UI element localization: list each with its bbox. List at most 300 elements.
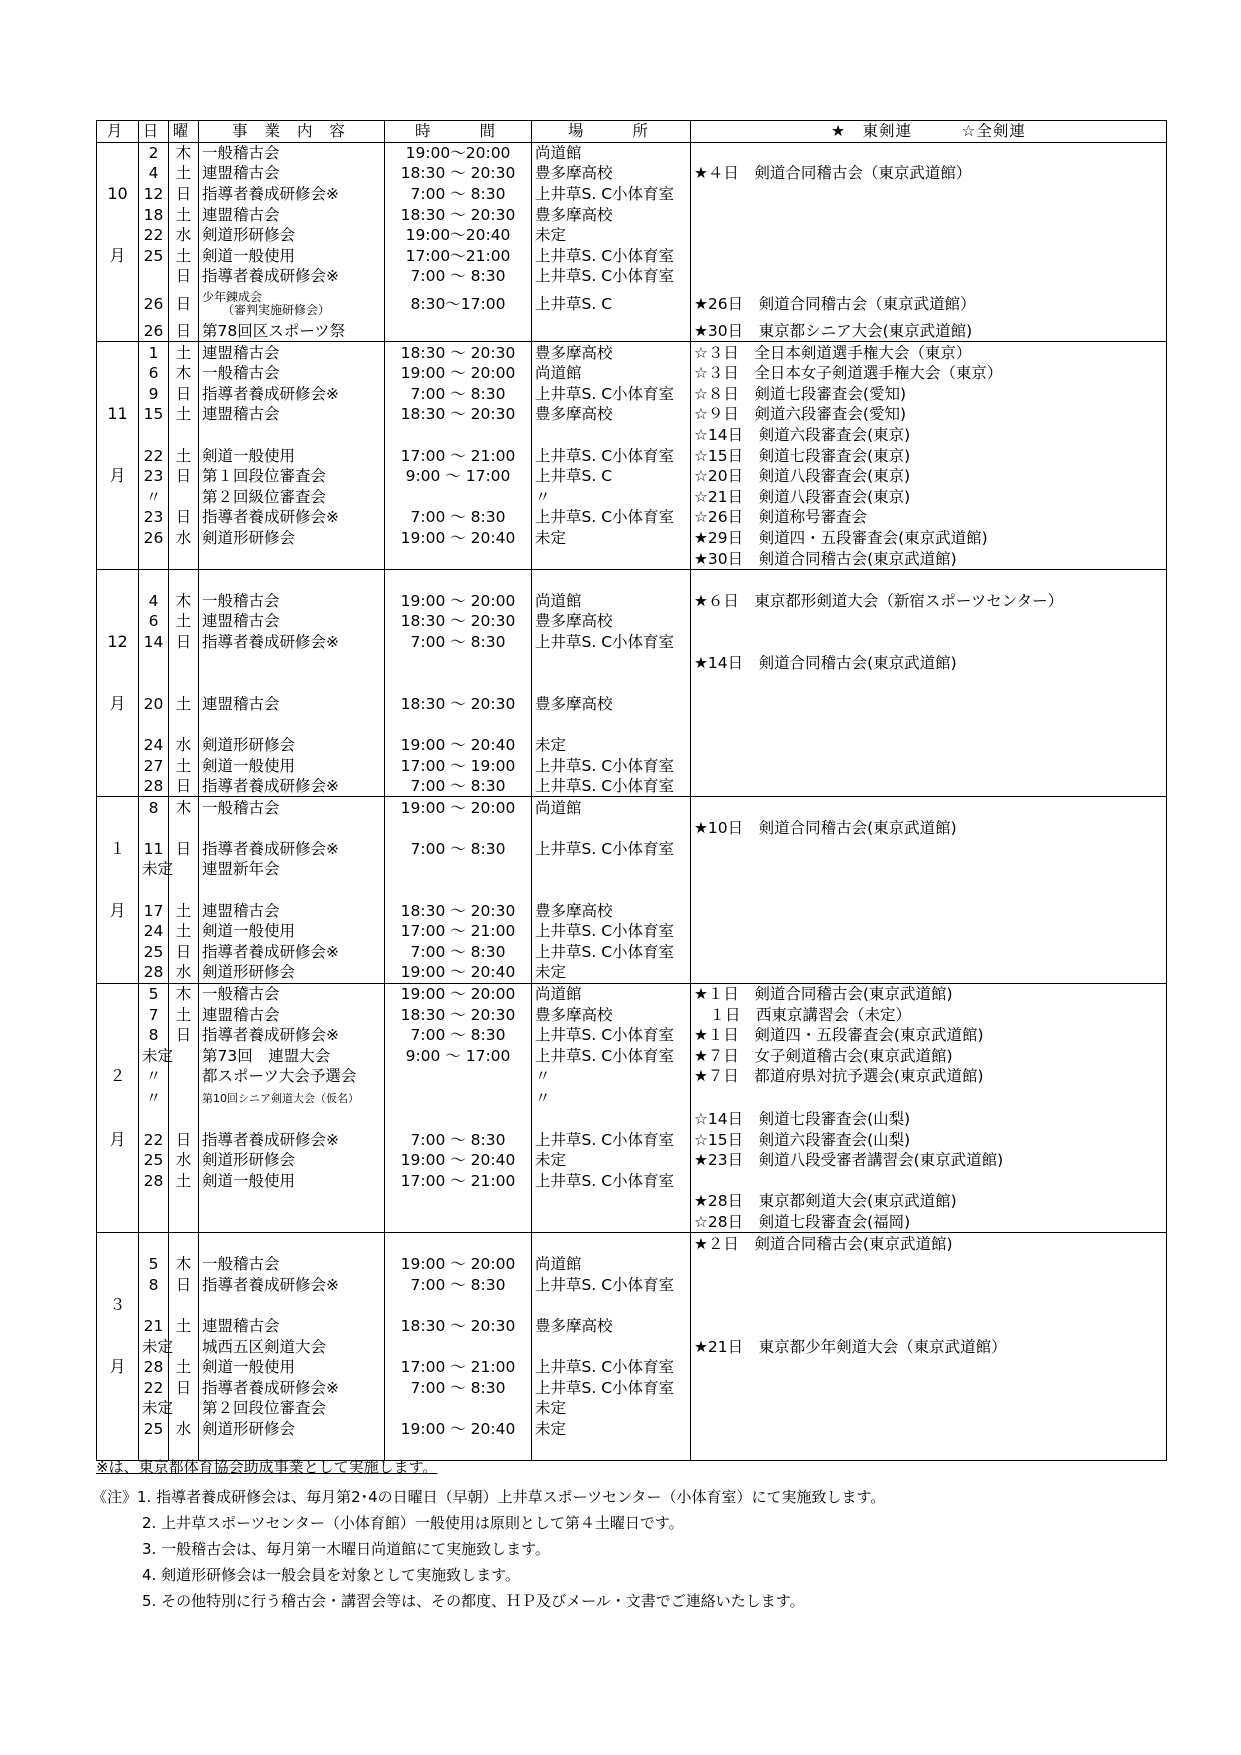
time-cell: 18:30 ～ 20:30 (385, 1316, 532, 1337)
place-cell (532, 1191, 691, 1212)
month-cell (97, 1171, 139, 1192)
table-row (97, 404, 1167, 425)
place-cell: 〃 (532, 1066, 691, 1087)
day-cell: 25 (139, 1419, 169, 1440)
month-cell (97, 1046, 139, 1067)
month-cell (97, 445, 139, 466)
event-cell (199, 1212, 385, 1233)
time-cell: 19:00 ～ 20:40 (385, 528, 532, 549)
table-row (97, 1191, 1167, 1212)
federation-event-cell: ☆14日 剣道六段審査会(東京) (691, 425, 1167, 446)
event-cell: 連盟稽古会 (199, 204, 385, 225)
day-cell: 12 (139, 184, 169, 205)
month-cell (97, 797, 139, 818)
place-cell (532, 673, 691, 694)
table-row (97, 321, 1167, 342)
day-cell: 25 (139, 246, 169, 267)
time-cell: 18:30 ～ 20:30 (385, 1004, 532, 1025)
federation-event-cell (691, 632, 1167, 653)
header-day: 日 (139, 121, 169, 143)
day-cell: 1 (139, 342, 169, 363)
time-cell: 7:00 ～ 8:30 (385, 507, 532, 528)
time-cell: 17:00～21:00 (385, 246, 532, 267)
place-cell: 上井草S. C (532, 287, 691, 321)
day-cell (139, 425, 169, 446)
place-cell: 尚道館 (532, 142, 691, 163)
table-row (97, 900, 1167, 921)
event-cell: 城西五区剣道大会 (199, 1336, 385, 1357)
event-cell: 連盟稽古会 (199, 1316, 385, 1337)
table-row (97, 342, 1167, 363)
federation-event-cell (691, 184, 1167, 205)
event-cell: 剣道形研修会 (199, 1150, 385, 1171)
time-cell (385, 1233, 532, 1254)
table-row (97, 983, 1167, 1004)
time-cell: 17:00 ～ 21:00 (385, 921, 532, 942)
footer-note-2: 2. 上井草スポーツセンター（小体育館）一般使用は原則として第４土曜日です。 (142, 1514, 684, 1532)
weekday-cell: 水 (169, 528, 199, 549)
weekday-cell: 水 (169, 962, 199, 983)
federation-event-cell: ★１日 剣道四・五段審査会(東京武道館) (691, 1025, 1167, 1046)
weekday-cell: 水 (169, 1150, 199, 1171)
place-cell: 上井草S. C小体育室 (532, 1274, 691, 1295)
federation-event-cell (691, 942, 1167, 963)
event-cell: 連盟稽古会 (199, 1004, 385, 1025)
day-cell: 18 (139, 204, 169, 225)
table-row (97, 818, 1167, 839)
table-row (97, 962, 1167, 983)
event-cell: 連盟稽古会 (199, 342, 385, 363)
event-cell (199, 1087, 385, 1109)
table-row (97, 487, 1167, 508)
weekday-cell: 日 (169, 321, 199, 342)
time-cell: 7:00 ～ 8:30 (385, 1274, 532, 1295)
time-cell: 18:30 ～ 20:30 (385, 342, 532, 363)
table-row (97, 859, 1167, 880)
weekday-cell (169, 425, 199, 446)
federation-event-cell (691, 142, 1167, 163)
place-cell (532, 714, 691, 735)
month-cell (97, 611, 139, 632)
place-cell: 上井草S. C小体育室 (532, 184, 691, 205)
event-cell: 第２回段位審査会 (199, 1398, 385, 1419)
month-number: １ (97, 839, 139, 860)
weekday-cell (169, 859, 199, 880)
weekday-cell: 土 (169, 900, 199, 921)
table-row (97, 797, 1167, 818)
day-cell: 未定 (139, 859, 169, 880)
event-cell (199, 652, 385, 673)
day-cell (139, 569, 169, 590)
day-cell: 23 (139, 507, 169, 528)
month-cell (97, 1419, 139, 1440)
place-cell (532, 880, 691, 901)
place-cell: 上井草S. C小体育室 (532, 445, 691, 466)
month-cell (97, 1191, 139, 1212)
event-cell: 都スポーツ大会予選会 (199, 1066, 385, 1087)
event-cell (199, 818, 385, 839)
weekday-cell (169, 673, 199, 694)
weekday-cell (169, 1336, 199, 1357)
day-cell: 22 (139, 1377, 169, 1398)
event-cell: 一般稽古会 (199, 797, 385, 818)
event-cell: 連盟新年会 (199, 859, 385, 880)
table-row (97, 246, 1167, 267)
place-cell: 未定 (532, 735, 691, 756)
day-cell: 5 (139, 1254, 169, 1275)
header-place: 場 所 (532, 121, 691, 143)
day-cell: 9 (139, 384, 169, 405)
month-cell (97, 776, 139, 797)
federation-event-cell (691, 611, 1167, 632)
month-cell (97, 142, 139, 163)
month-number: 11 (97, 404, 139, 425)
day-cell: 未定 (139, 1046, 169, 1067)
place-cell (532, 1336, 691, 1357)
month-cell (97, 321, 139, 342)
day-cell: 17 (139, 900, 169, 921)
month-cell (97, 1150, 139, 1171)
time-cell: 7:00 ～ 8:30 (385, 184, 532, 205)
place-cell: 尚道館 (532, 983, 691, 1004)
day-cell: 25 (139, 1150, 169, 1171)
federation-event-cell: ★１日 剣道合同稽古会(東京武道館) (691, 983, 1167, 1004)
weekday-cell: 日 (169, 1274, 199, 1295)
day-cell: 26 (139, 287, 169, 321)
header-event: 事 業 内 容 (199, 121, 385, 143)
place-cell: 上井草S. C小体育室 (532, 1171, 691, 1192)
place-cell: 上井草S. C小体育室 (532, 1046, 691, 1067)
event-cell: 剣道一般使用 (199, 445, 385, 466)
table-row (97, 548, 1167, 569)
table-row (97, 1357, 1167, 1378)
table-row (97, 1419, 1167, 1440)
event-cell: 第78回区スポーツ祭 (199, 321, 385, 342)
federation-event-cell: ☆８日 剣道七段審査会(愛知) (691, 384, 1167, 405)
event-cell: 指導者養成研修会※ (199, 507, 385, 528)
place-cell: 豊多摩高校 (532, 1316, 691, 1337)
day-cell: 23 (139, 466, 169, 487)
federation-event-cell: ★21日 東京都少年剣道大会（東京武道館） (691, 1336, 1167, 1357)
time-cell: 17:00 ～ 19:00 (385, 755, 532, 776)
place-cell (532, 1295, 691, 1316)
time-cell (385, 487, 532, 508)
day-cell: 未定 (139, 1336, 169, 1357)
weekday-cell: 木 (169, 983, 199, 1004)
federation-event-cell: ☆15日 剣道七段審査会(東京) (691, 445, 1167, 466)
federation-event-cell (691, 735, 1167, 756)
place-cell (532, 321, 691, 342)
day-cell: 24 (139, 735, 169, 756)
day-cell (139, 1233, 169, 1254)
weekday-cell: 土 (169, 342, 199, 363)
event-cell: 一般稽古会 (199, 363, 385, 384)
federation-event-cell: ★30日 剣道合同稽古会(東京武道館) (691, 548, 1167, 569)
month-cell (97, 714, 139, 735)
table-row (97, 569, 1167, 590)
month-cell (97, 1233, 139, 1254)
day-cell (139, 1212, 169, 1233)
place-cell: 未定 (532, 1150, 691, 1171)
time-cell: 9:00 ～ 17:00 (385, 1046, 532, 1067)
time-cell: 7:00 ～ 8:30 (385, 384, 532, 405)
weekday-cell: 日 (169, 384, 199, 405)
month-cell (97, 569, 139, 590)
month-cell (97, 266, 139, 287)
event-subtitle: （審判実施研修会） (222, 302, 331, 317)
place-cell (532, 818, 691, 839)
event-cell: 指導者養成研修会※ (199, 942, 385, 963)
federation-event-cell (691, 1419, 1167, 1440)
event-cell: 連盟稽古会 (199, 693, 385, 714)
footer-note-5: 5. その他特別に行う稽古会・講習会等は、その都度、ＨＰ及びメール・文書でご連絡いたします。 (142, 1592, 805, 1610)
day-cell: 5 (139, 983, 169, 1004)
day-cell: 7 (139, 1004, 169, 1025)
weekday-cell: 水 (169, 225, 199, 246)
table-row (97, 384, 1167, 405)
time-cell: 19:00 ～ 20:40 (385, 735, 532, 756)
event-name: 少年錬成会 (202, 289, 263, 304)
weekday-cell: 日 (169, 632, 199, 653)
time-cell: 19:00 ～ 20:40 (385, 1419, 532, 1440)
table-row (97, 142, 1167, 163)
day-cell: 28 (139, 776, 169, 797)
event-cell: 指導者養成研修会※ (199, 184, 385, 205)
federation-event-cell: ☆９日 剣道六段審査会(愛知) (691, 404, 1167, 425)
federation-event-cell: ☆３日 全日本剣道選手権大会（東京） (691, 342, 1167, 363)
federation-event-cell: ☆３日 全日本女子剣道選手権大会（東京） (691, 363, 1167, 384)
header-federation-events: ★ 東剣連 ☆全剣連 (691, 121, 1167, 143)
weekday-cell: 土 (169, 611, 199, 632)
weekday-cell: 土 (169, 204, 199, 225)
place-cell: 上井草S. C小体育室 (532, 942, 691, 963)
month-cell (97, 590, 139, 611)
weekday-cell: 日 (169, 287, 199, 321)
weekday-cell: 水 (169, 1419, 199, 1440)
federation-event-cell: ★７日 女子剣道稽古会(東京武道館) (691, 1046, 1167, 1067)
table-row (97, 1066, 1167, 1087)
federation-event-cell: ☆14日 剣道七段審査会(山梨) (691, 1109, 1167, 1130)
federation-event-cell (691, 204, 1167, 225)
month-cell (97, 425, 139, 446)
federation-event-cell: ★14日 剣道合同稽古会(東京武道館) (691, 652, 1167, 673)
weekday-cell (169, 1109, 199, 1130)
federation-event-cell (691, 1357, 1167, 1378)
day-cell: 11 (139, 839, 169, 860)
federation-event-cell: ★10日 剣道合同稽古会(東京武道館) (691, 818, 1167, 839)
federation-event-cell (691, 755, 1167, 776)
place-cell: 上井草S. C小体育室 (532, 921, 691, 942)
federation-event-cell (691, 1274, 1167, 1295)
table-row (97, 735, 1167, 756)
day-cell: 27 (139, 755, 169, 776)
time-cell: 7:00 ～ 8:30 (385, 632, 532, 653)
time-cell (385, 859, 532, 880)
place-cell: 豊多摩高校 (532, 693, 691, 714)
place-cell (532, 1233, 691, 1254)
weekday-cell (169, 569, 199, 590)
table-row (97, 1109, 1167, 1130)
table-row (97, 1025, 1167, 1046)
time-cell (385, 1398, 532, 1419)
federation-event-cell: ★７日 都道府県対抗予選会(東京武道館) (691, 1066, 1167, 1087)
weekday-cell: 土 (169, 755, 199, 776)
time-cell: 7:00 ～ 8:30 (385, 839, 532, 860)
federation-event-cell (691, 246, 1167, 267)
time-cell (385, 673, 532, 694)
day-cell (139, 266, 169, 287)
federation-event-cell (691, 266, 1167, 287)
time-cell (385, 1109, 532, 1130)
time-cell: 19:00 ～ 20:00 (385, 1254, 532, 1275)
month-suffix: 月 (97, 900, 139, 921)
federation-event-cell (691, 569, 1167, 590)
federation-event-cell (691, 921, 1167, 942)
time-cell (385, 818, 532, 839)
place-cell: 未定 (532, 962, 691, 983)
day-cell: 8 (139, 1025, 169, 1046)
schedule-table (96, 120, 1167, 1461)
place-cell: 尚道館 (532, 363, 691, 384)
day-cell: 2 (139, 142, 169, 163)
time-cell (385, 1191, 532, 1212)
month-cell (97, 983, 139, 1004)
time-cell (385, 714, 532, 735)
weekday-cell: 土 (169, 445, 199, 466)
place-cell: 上井草S. C小体育室 (532, 246, 691, 267)
table-row (97, 652, 1167, 673)
event-cell: 連盟稽古会 (199, 611, 385, 632)
table-row (97, 1398, 1167, 1419)
place-cell: 未定 (532, 528, 691, 549)
federation-event-cell: ★28日 東京都剣道大会(東京武道館) (691, 1191, 1167, 1212)
month-number: ２ (97, 1066, 139, 1087)
month-cell (97, 507, 139, 528)
month-cell (97, 1025, 139, 1046)
place-cell: 上井草S. C小体育室 (532, 384, 691, 405)
day-cell: 26 (139, 321, 169, 342)
time-cell (385, 652, 532, 673)
place-cell: 未定 (532, 1419, 691, 1440)
federation-event-cell: ★６日 東京都形剣道大会（新宿スポーツセンター） (691, 590, 1167, 611)
weekday-cell (169, 1191, 199, 1212)
table-row (97, 611, 1167, 632)
place-cell (532, 548, 691, 569)
event-cell: 指導者養成研修会※ (199, 384, 385, 405)
table-row (97, 1274, 1167, 1295)
event-cell: 指導者養成研修会※ (199, 776, 385, 797)
day-cell: 25 (139, 942, 169, 963)
weekday-cell: 日 (169, 776, 199, 797)
table-row (97, 1087, 1167, 1109)
table-row (97, 528, 1167, 549)
table-row (97, 1377, 1167, 1398)
federation-event-cell (691, 714, 1167, 735)
table-row (97, 1171, 1167, 1192)
place-cell: 上井草S. C小体育室 (532, 1357, 691, 1378)
table-row (97, 266, 1167, 287)
time-cell: 19:00 ～ 20:00 (385, 983, 532, 1004)
event-cell (199, 548, 385, 569)
time-cell (385, 1336, 532, 1357)
federation-event-cell (691, 962, 1167, 983)
month-cell (97, 942, 139, 963)
federation-event-cell (691, 1295, 1167, 1316)
time-cell: 9:00 ～ 17:00 (385, 466, 532, 487)
weekday-cell: 土 (169, 1316, 199, 1337)
event-cell: 連盟稽古会 (199, 404, 385, 425)
table-row (97, 287, 1167, 321)
header-time: 時 間 (385, 121, 532, 143)
federation-event-cell (691, 1316, 1167, 1337)
month-cell (97, 1398, 139, 1419)
event-cell: 指導者養成研修会※ (199, 1129, 385, 1150)
day-cell: 4 (139, 163, 169, 184)
place-cell: 豊多摩高校 (532, 1004, 691, 1025)
place-cell: 上井草S. C (532, 466, 691, 487)
weekday-cell (169, 652, 199, 673)
weekday-cell: 日 (169, 266, 199, 287)
time-cell: 17:00 ～ 21:00 (385, 445, 532, 466)
month-cell (97, 921, 139, 942)
federation-event-cell (691, 1377, 1167, 1398)
weekday-cell (169, 1087, 199, 1109)
day-cell: 〃 (139, 1087, 169, 1109)
place-cell: 上井草S. C小体育室 (532, 632, 691, 653)
time-cell (385, 880, 532, 901)
month-cell (97, 1087, 139, 1109)
table-row (97, 921, 1167, 942)
event-cell: 第１回段位審査会 (199, 466, 385, 487)
table-row (97, 673, 1167, 694)
federation-event-cell: ★29日 剣道四・五段審査会(東京武道館) (691, 528, 1167, 549)
event-cell: 一般稽古会 (199, 590, 385, 611)
month-cell (97, 548, 139, 569)
place-cell: 上井草S. C小体育室 (532, 1129, 691, 1150)
place-cell: 豊多摩高校 (532, 204, 691, 225)
month-cell (97, 1109, 139, 1130)
place-cell: 上井草S. C小体育室 (532, 755, 691, 776)
place-cell: 上井草S. C小体育室 (532, 507, 691, 528)
table-row (97, 590, 1167, 611)
federation-event-cell (691, 693, 1167, 714)
schedule-document (96, 120, 1166, 1461)
table-row (97, 204, 1167, 225)
month-cell (97, 859, 139, 880)
weekday-cell: 水 (169, 735, 199, 756)
event-name: 第10回シニア剣道大会（仮名） (202, 1091, 359, 1105)
federation-event-cell (691, 880, 1167, 901)
schedule-body (97, 142, 1167, 1460)
place-cell (532, 652, 691, 673)
place-cell: 〃 (532, 1087, 691, 1109)
time-cell: 18:30 ～ 20:30 (385, 404, 532, 425)
table-row (97, 1129, 1167, 1150)
weekday-cell (169, 1398, 199, 1419)
place-cell: 上井草S. C小体育室 (532, 776, 691, 797)
place-cell: 豊多摩高校 (532, 163, 691, 184)
time-cell: 7:00 ～ 8:30 (385, 776, 532, 797)
event-cell: 指導者養成研修会※ (199, 839, 385, 860)
weekday-cell: 木 (169, 1254, 199, 1275)
event-cell: 一般稽古会 (199, 142, 385, 163)
time-cell: 19:00 ～ 20:00 (385, 590, 532, 611)
event-cell (199, 880, 385, 901)
table-row (97, 632, 1167, 653)
weekday-cell (169, 548, 199, 569)
federation-event-cell (691, 797, 1167, 818)
table-row (97, 1233, 1167, 1254)
